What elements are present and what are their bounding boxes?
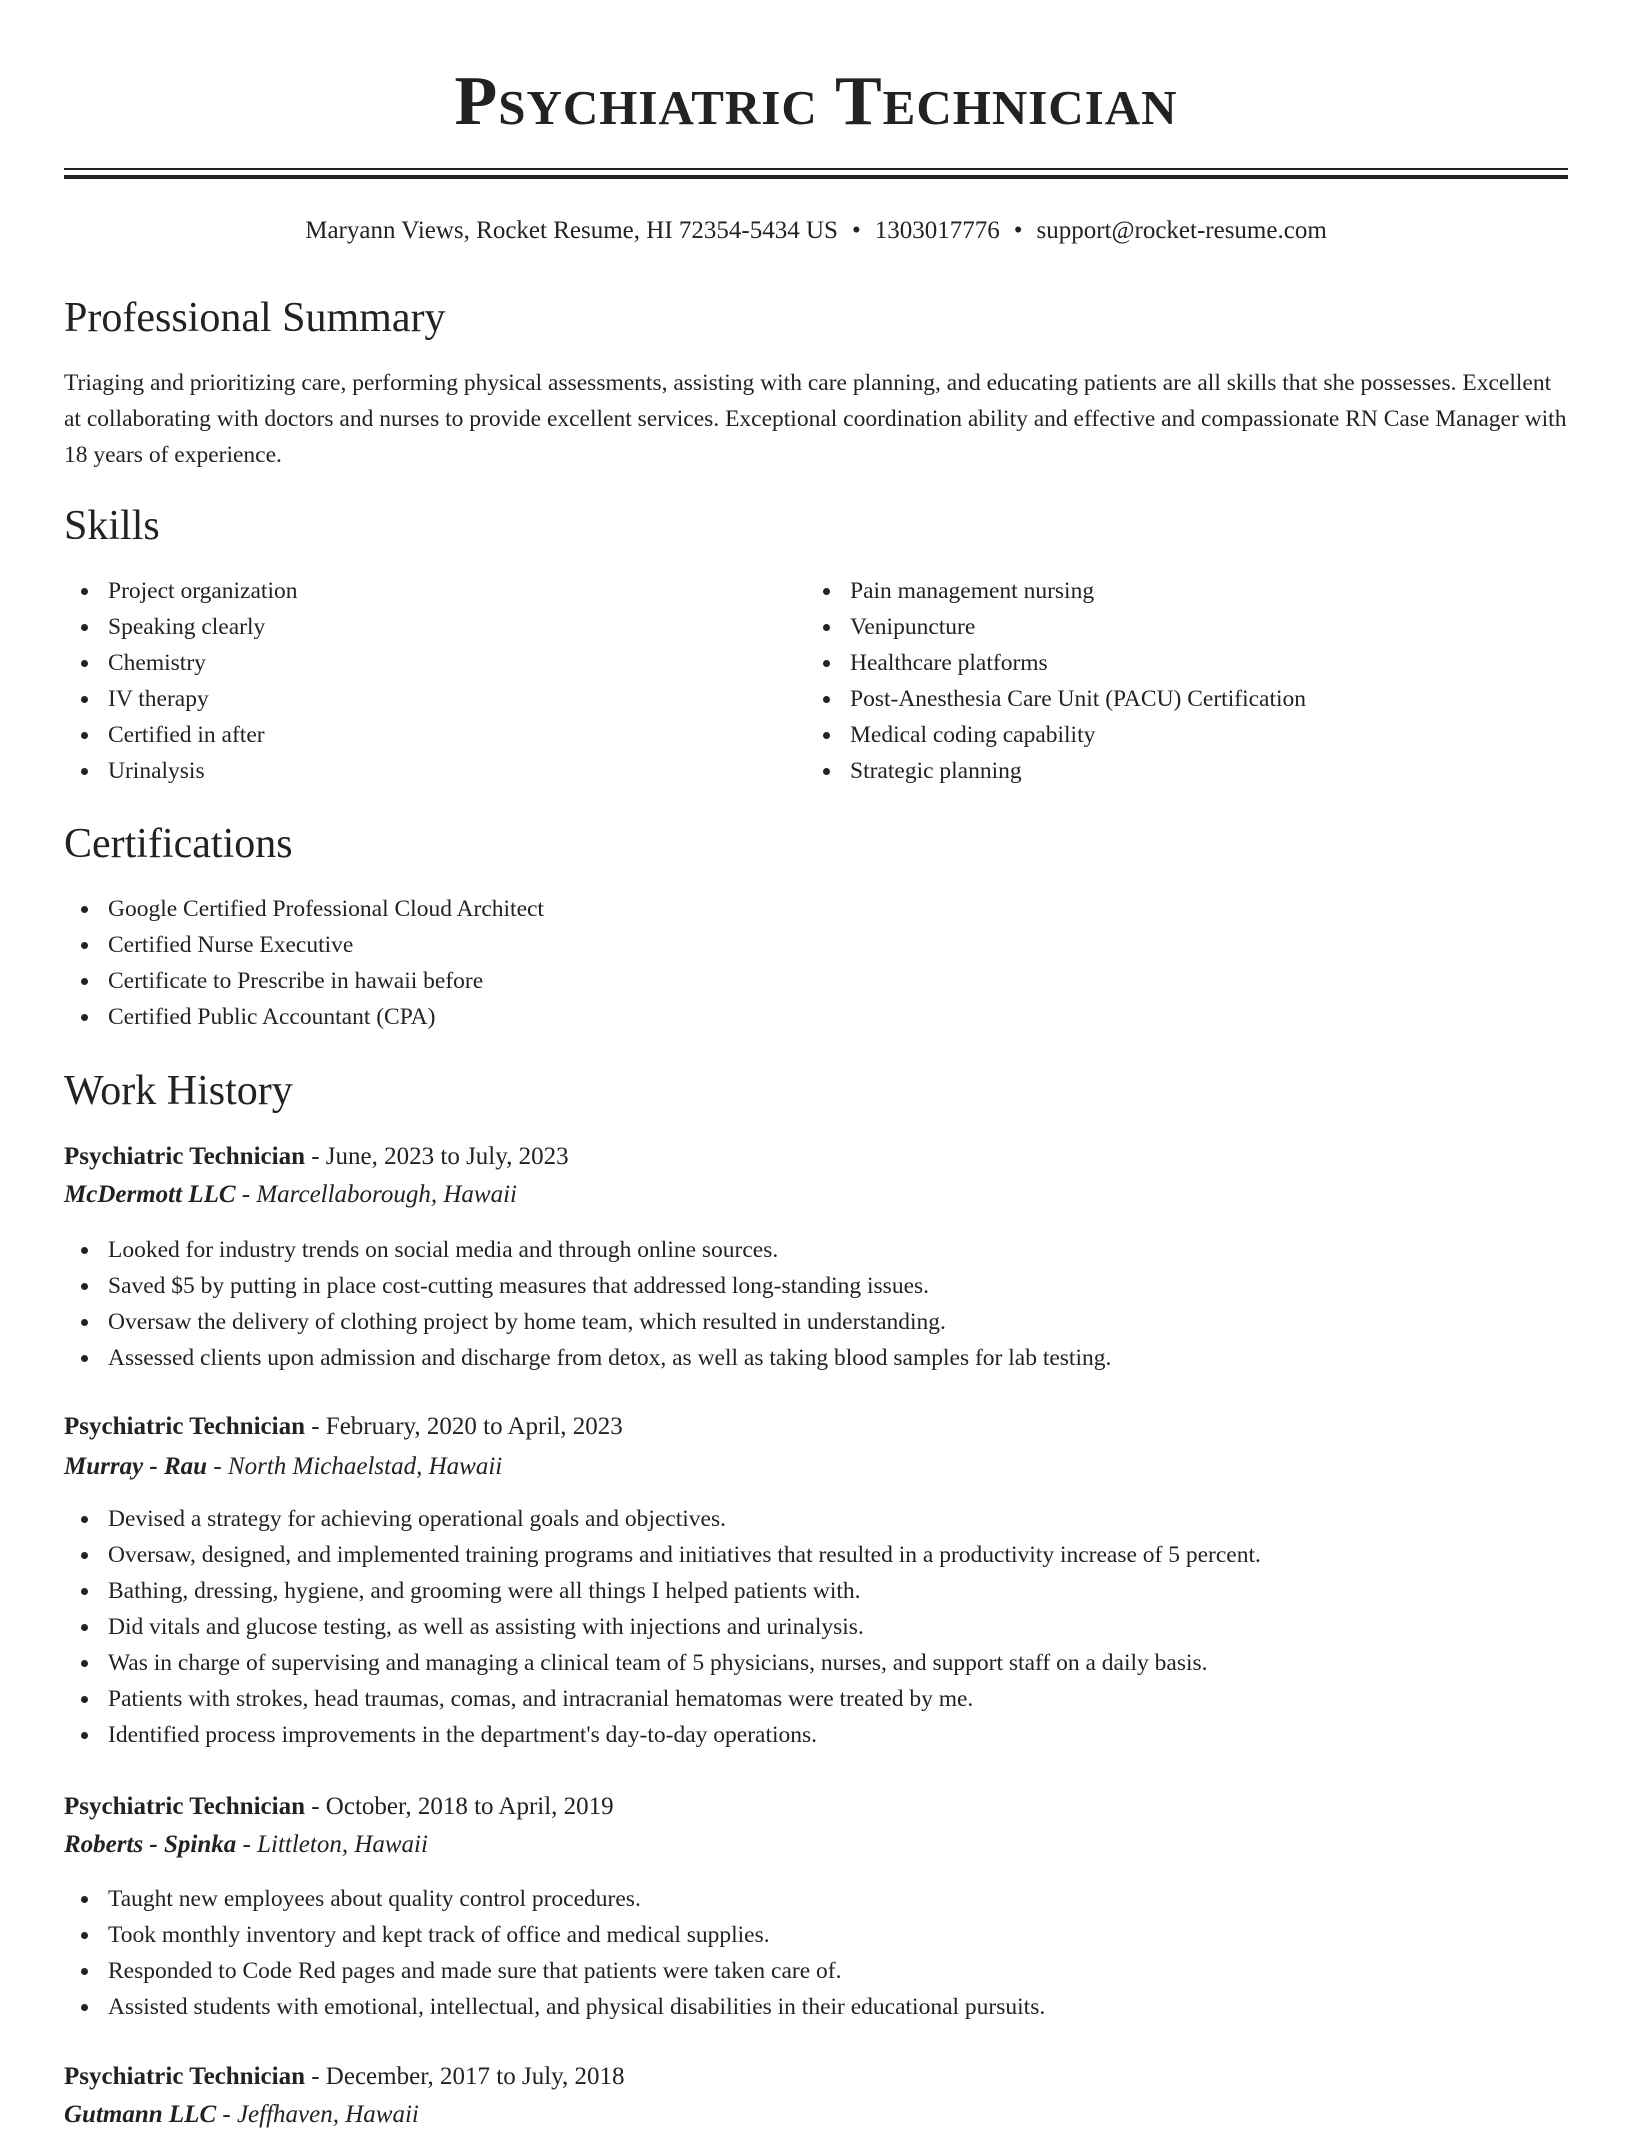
contact-separator: •: [851, 217, 861, 244]
certification-item: Google Certified Professional Cloud Architect: [64, 891, 1568, 927]
job-bullet: Taught new employees about quality control procedures.: [64, 1881, 1568, 1917]
skills-list-right: [806, 573, 1566, 789]
job-location: - Littleton, Hawaii: [236, 1831, 428, 1858]
skill-item: Certified in after: [64, 717, 804, 753]
title-rule-thin: [64, 168, 1568, 170]
title-rule-thick: [64, 175, 1568, 179]
job-company: McDermott LLC: [64, 1181, 236, 1208]
job-location: - North Michaelstad, Hawaii: [207, 1453, 503, 1480]
skill-item: Urinalysis: [64, 753, 804, 789]
resume-page: [64, 0, 1568, 2128]
job-bullets: [64, 1881, 1568, 2025]
job-bullet: Did vitals and glucose testing, as well as assisting with injections and urinalysis.: [64, 1609, 1568, 1645]
job-bullets: [64, 1232, 1568, 1376]
job-company: Murray - Rau: [64, 1453, 208, 1480]
job-bullet: Oversaw the delivery of clothing project by home team, which resulted in understanding.: [64, 1304, 1568, 1340]
certification-item: Certified Public Accountant (CPA): [64, 999, 1568, 1035]
job-header: [64, 1408, 623, 1446]
job-dates: - October, 2018 to April, 2019: [304, 1793, 614, 1820]
job-title: Psychiatric Technician: [64, 1143, 305, 1170]
section-heading-summary: Professional Summary: [64, 295, 446, 341]
job-bullet: Devised a strategy for achieving operational goals and objectives.: [64, 1501, 1568, 1537]
certifications-list: [64, 891, 1568, 1035]
job-company: Roberts - Spinka: [64, 1831, 237, 1858]
job-employer: [64, 2096, 419, 2134]
job-header: [64, 1138, 569, 1176]
job-bullet: Took monthly inventory and kept track of office and medical supplies.: [64, 1917, 1568, 1953]
skill-item: Pain management nursing: [806, 573, 1566, 609]
skill-item: Project organization: [64, 573, 804, 609]
job-title: Psychiatric Technician: [64, 1793, 305, 1820]
page-title: Psychiatric Technician: [454, 63, 1178, 140]
contact-email: support@rocket-resume.com: [1036, 217, 1327, 244]
job-title: Psychiatric Technician: [64, 2063, 305, 2090]
job-employer: [64, 1826, 428, 1864]
skills-list-left: [64, 573, 804, 789]
certification-item: Certified Nurse Executive: [64, 927, 1568, 963]
skill-item: IV therapy: [64, 681, 804, 717]
job-bullet: Assessed clients upon admission and discharge from detox, as well as taking blood samples for lab testing.: [64, 1340, 1568, 1376]
job-dates: - June, 2023 to July, 2023: [304, 1143, 569, 1170]
job-employer: [64, 1448, 502, 1486]
skill-item: Chemistry: [64, 645, 804, 681]
certification-item: Certificate to Prescribe in hawaii before: [64, 963, 1568, 999]
job-dates: - February, 2020 to April, 2023: [304, 1413, 623, 1440]
skill-item: Strategic planning: [806, 753, 1566, 789]
job-dates: - December, 2017 to July, 2018: [304, 2063, 625, 2090]
job-bullet: Oversaw, designed, and implemented training programs and initiatives that resulted in a productivity increase of 5 percent.: [64, 1537, 1568, 1573]
job-employer: [64, 1176, 517, 1214]
section-heading-certifications: Certifications: [64, 821, 293, 867]
contact-phone: 1303017776: [874, 217, 1000, 244]
summary-text: Triaging and prioritizing care, performing physical assessments, assisting with care planning, and educating patients are all skills that she possesses. Excellent at collaborating with doctors and nurses to provide excellent services. Exceptional coordination ability and effective and compassionate RN Case Manager with 18 years of experience.: [64, 370, 1567, 468]
section-heading-work-history: Work History: [64, 1068, 293, 1114]
contact-address: Maryann Views, Rocket Resume, HI 72354-5434 US: [305, 217, 838, 244]
skill-item: Post-Anesthesia Care Unit (PACU) Certification: [806, 681, 1566, 717]
job-bullet: Patients with strokes, head traumas, comas, and intracranial hematomas were treated by me.: [64, 1681, 1568, 1717]
job-bullet: Responded to Code Red pages and made sure that patients were taken care of.: [64, 1953, 1568, 1989]
job-header: [64, 1788, 614, 1826]
job-bullet: Saved $5 by putting in place cost-cutting measures that addressed long-standing issues.: [64, 1268, 1568, 1304]
job-bullet: Looked for industry trends on social media and through online sources.: [64, 1232, 1568, 1268]
contact-line: [64, 213, 1568, 249]
contact-separator: •: [1013, 217, 1023, 244]
skill-item: Healthcare platforms: [806, 645, 1566, 681]
job-title: Psychiatric Technician: [64, 1413, 305, 1440]
job-location: - Marcellaborough, Hawaii: [235, 1181, 517, 1208]
job-bullets: [64, 1501, 1568, 1753]
skill-item: Speaking clearly: [64, 609, 804, 645]
job-bullet: Bathing, dressing, hygiene, and grooming were all things I helped patients with.: [64, 1573, 1568, 1609]
job-bullet: Was in charge of supervising and managing a clinical team of 5 physicians, nurses, and support staff on a daily basis.: [64, 1645, 1568, 1681]
job-bullet: Assisted students with emotional, intellectual, and physical disabilities in their educational pursuits.: [64, 1989, 1568, 2025]
job-location: - Jeffhaven, Hawaii: [216, 2101, 419, 2128]
section-heading-skills: Skills: [64, 503, 160, 549]
job-bullet: Identified process improvements in the department's day-to-day operations.: [64, 1717, 1568, 1753]
job-header: [64, 2058, 625, 2096]
job-company: Gutmann LLC: [64, 2101, 217, 2128]
skill-item: Venipuncture: [806, 609, 1566, 645]
skill-item: Medical coding capability: [806, 717, 1566, 753]
